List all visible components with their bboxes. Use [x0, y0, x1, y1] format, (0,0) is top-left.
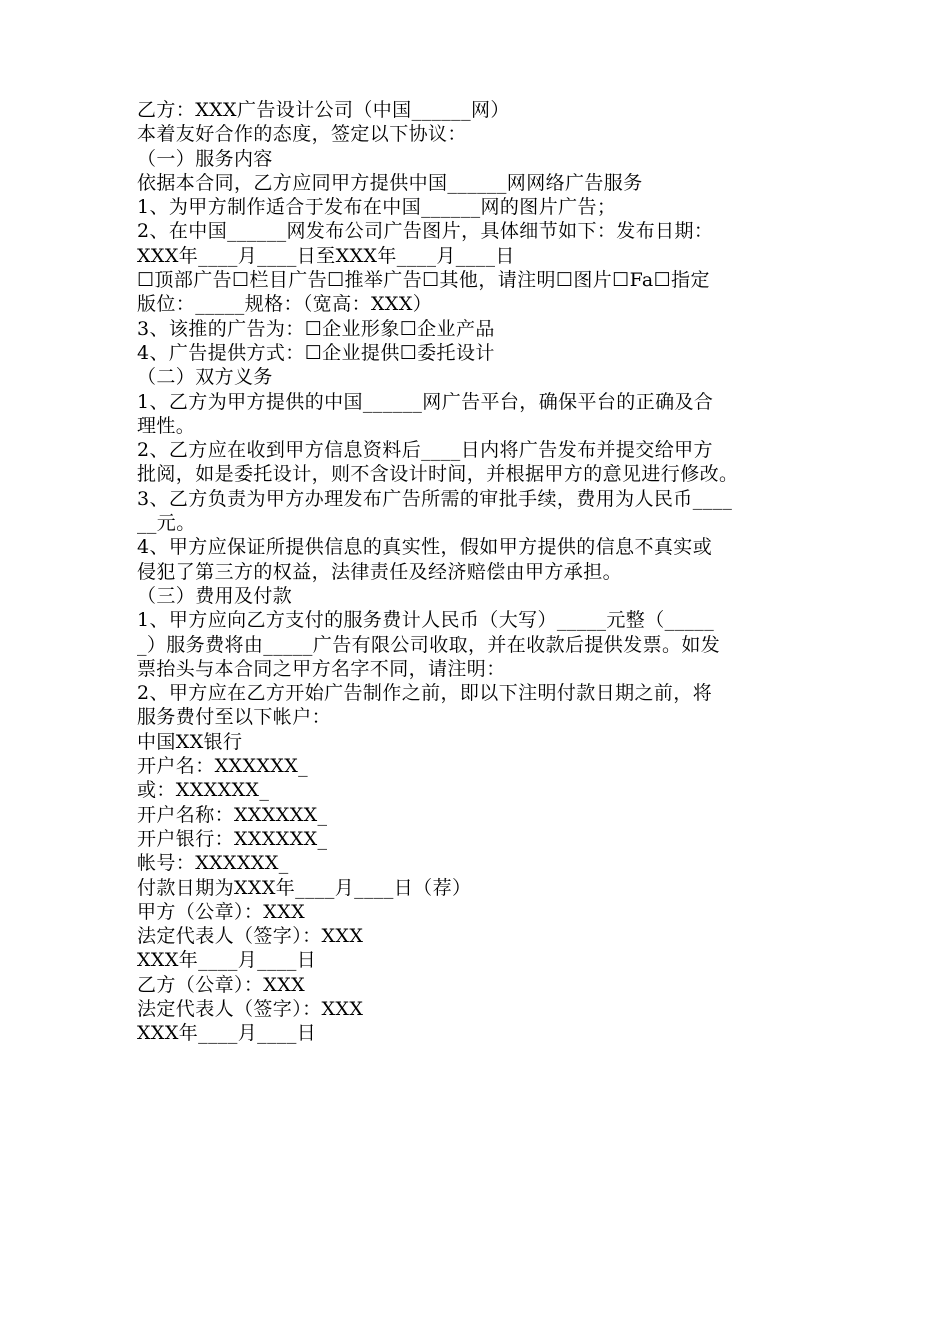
obligations-clause-1-cont: 理性。 [137, 414, 196, 437]
section-heading-obligations: （二）双方义务 [137, 366, 273, 389]
fees-clause-1: 1、甲方应向乙方支付的服务费计人民币（大写）_____元整（_____ [137, 609, 715, 632]
party-b-representative: 法定代表人（签字）：XXX [137, 997, 364, 1020]
preamble-line: 本着友好合作的态度，签定以下协议： [137, 123, 467, 146]
account-number: 帐号：XXXXXX_ [137, 852, 289, 875]
party-a-date: XXX年____月____日 [137, 949, 317, 972]
obligations-clause-2-cont: 批阅，如是委托设计，则不含设计时间，并根据甲方的意见进行修改。 [137, 463, 739, 486]
section-heading-fees: （三）费用及付款 [137, 584, 293, 607]
services-clause-3: 3、该推的广告为：☐企业形象☐企业产品 [137, 317, 495, 340]
obligations-clause-4-cont: 侵犯了第三方的权益，法律责任及经济赔偿由甲方承担。 [137, 560, 623, 583]
party-a-seal: 甲方（公章）：XXX [137, 900, 306, 923]
section-heading-services: （一）服务内容 [137, 147, 273, 170]
ad-position-options: ☐顶部广告☐栏目广告☐推举广告☐其他，请注明☐图片☐Fa☐指定 [137, 269, 710, 292]
payment-date: 付款日期为XXX年____月____日（荐） [137, 876, 472, 899]
account-holder: 开户名：XXXXXX_ [137, 755, 309, 778]
fees-clause-1-cont-2: 票抬头与本合同之甲方名字不同，请注明： [137, 657, 506, 680]
services-clause-4: 4、广告提供方式：☐企业提供☐委托设计 [137, 341, 495, 364]
services-clause-1: 1、为甲方制作适合于发布在中国______网的图片广告； [137, 196, 617, 219]
account-name: 开户名称：XXXXXX_ [137, 803, 328, 826]
obligations-clause-4: 4、甲方应保证所提供信息的真实性，假如甲方提供的信息不真实或 [137, 536, 713, 559]
ad-spec-line: 版位：_____规格：（宽高：XXX） [137, 293, 433, 316]
fees-clause-1-cont: _）服务费将由_____广告有限公司收取，并在收款后提供发票。如发 [137, 633, 721, 656]
party-b-seal: 乙方（公章）：XXX [137, 973, 306, 996]
party-b-date: XXX年____月____日 [137, 1022, 317, 1045]
bank-name: 中国XX银行 [137, 730, 243, 753]
services-intro-line: 依据本合同，乙方应同甲方提供中国______网网络广告服务 [137, 171, 643, 194]
obligations-clause-2: 2、乙方应在收到甲方信息资料后____日内将广告发布并提交给甲方 [137, 439, 713, 462]
obligations-clause-1: 1、乙方为甲方提供的中国______网广告平台，确保平台的正确及合 [137, 390, 714, 413]
obligations-clause-3-cont: __元。 [137, 512, 196, 535]
account-holder-alt: 或：XXXXXX_ [137, 779, 270, 802]
services-clause-2: 2、在中国______网发布公司广告图片，具体细节如下：发布日期： [137, 220, 714, 243]
obligations-clause-3: 3、乙方负责为甲方办理发布广告所需的审批手续，费用为人民币____ [137, 487, 733, 510]
party-b-line: 乙方：XXX广告设计公司（中国______网） [137, 99, 510, 121]
publish-date-range: XXX年____月____日至XXX年____月____日 [137, 244, 515, 267]
fees-clause-2-cont: 服务费付至以下帐户： [137, 706, 332, 729]
account-bank: 开户银行：XXXXXX_ [137, 827, 328, 850]
contract-document [137, 98, 817, 1046]
fees-clause-2: 2、甲方应在乙方开始广告制作之前，即以下注明付款日期之前，将 [137, 682, 713, 705]
party-a-representative: 法定代表人（签字）：XXX [137, 925, 364, 948]
